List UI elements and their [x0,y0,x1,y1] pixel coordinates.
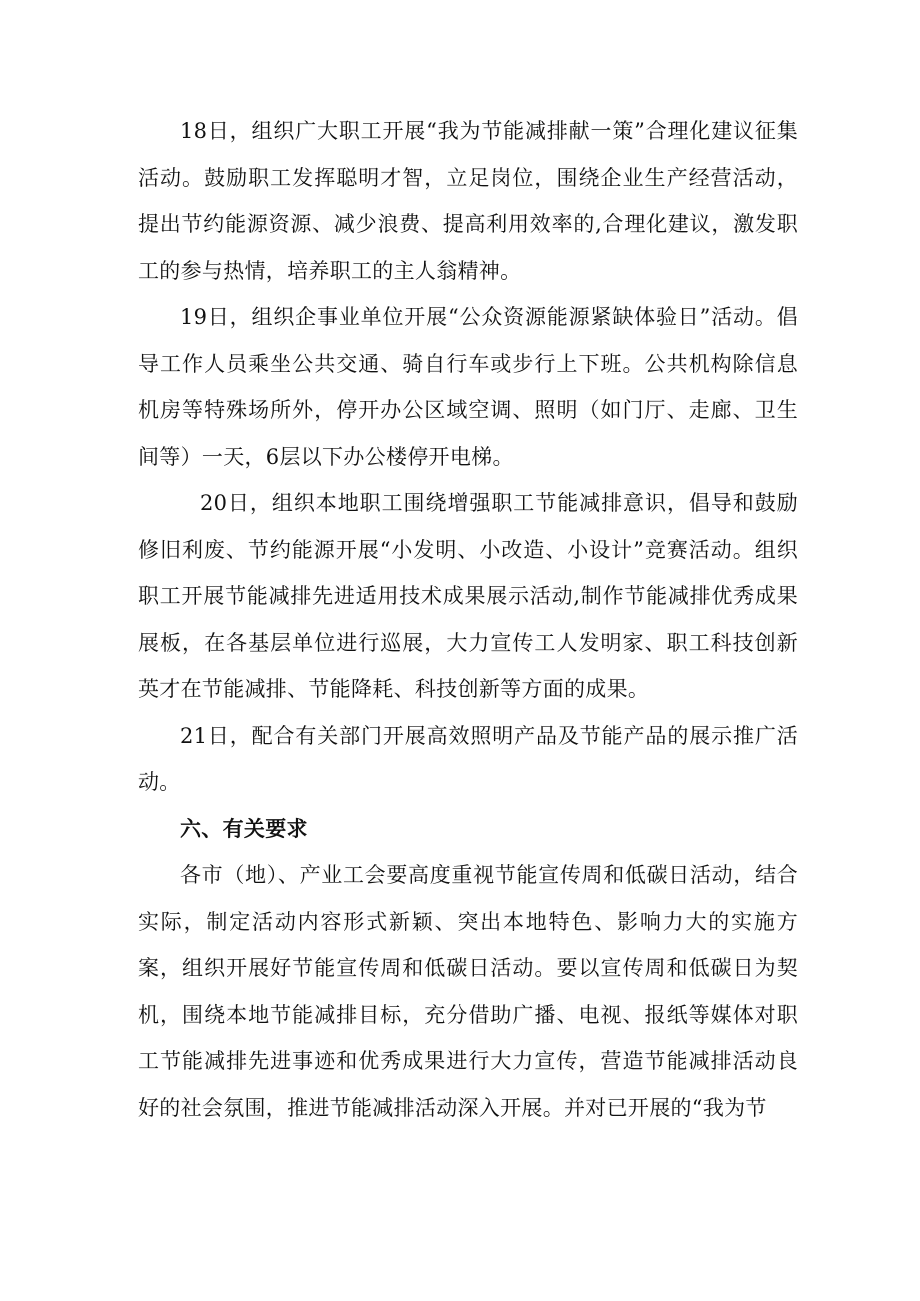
paragraph-day-19: 19日，组织企事业单位开展“公众资源能源紧缺体验日”活动。倡导工作人员乘坐公共交通、骑自行车或步行上下班。公共机构除信息机房等特殊场所外，停开办公区域空调、照明（如门厅、走廊、卫生间等）一天，6层以下办公楼停开电梯。 [138,305,798,469]
paragraph-day-21: 21日，配合有关部门开展高效照明产品及节能产品的展示推广活动。 [138,723,798,794]
paragraph-day-20: 20日，组织本地职工围绕增强职工节能减排意识，倡导和鼓励修旧利废、节约能源开展“小发明、小改造、小设计”竞赛活动。组织职工开展节能减排先进适用技术成果展示活动,制作节能减排优秀成果展板，在各基层单位进行巡展，大力宣传工人发明家、职工科技创新英才在节能减排、节能降耗、科技创新等方面的成果。 [138,491,798,701]
paragraph-requirements: 各市（地）、产业工会要高度重视节能宣传周和低碳日活动，结合实际，制定活动内容形式新颖、突出本地特色、影响力大的实施方案，组织开展好节能宣传周和低碳日活动。要以宣传周和低碳日为契机，围绕本地节能减排目标，充分借助广播、电视、报纸等媒体对职工节能减排先进事迹和优秀成果进行大力宣传，营造节能减排活动良好的社会氛围，推进节能减排活动深入开展。并对已开展的“我为节 [138,863,798,1120]
document-body [138,108,798,1131]
section-heading: 六、有关要求 [180,816,308,841]
paragraph-day-18: 18日，组织广大职工开展“我为节能减排献一策”合理化建议征集活动。鼓励职工发挥聪明才智，立足岗位，围绕企业生产经营活动，提出节约能源资源、减少浪费、提高利用效率的,合理化建议，激发职工的参与热情，培养职工的主人翁精神。 [138,119,798,283]
